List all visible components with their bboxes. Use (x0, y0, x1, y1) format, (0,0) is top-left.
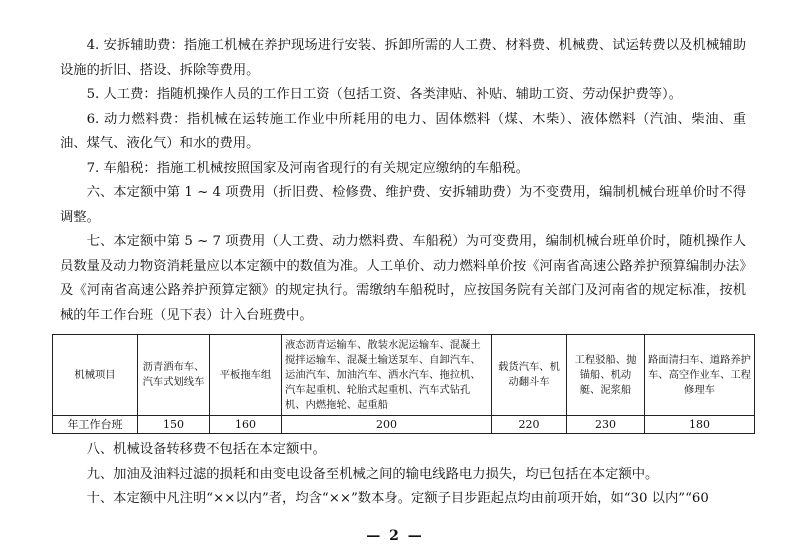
paragraph-section-nine: 九、加油及油料过滤的损耗和由变电设备至机械之间的输电线路电力损失，均已包括在本定额中。 (86, 466, 659, 482)
table-header-cell: 路面清扫车、道路养护车、高空作业车、工程修理车 (645, 335, 755, 416)
paragraph-install-fee: 4. 安拆辅助费：指施工机械在养护现场进行安装、拆卸所需的人工费、材料费、机械费、试运转费以及机械辅助设施的折旧、搭设、拆除等费用。 (60, 38, 746, 78)
table-header-row (53, 335, 755, 416)
table-header-cell: 沥青洒布车、汽车式划线车 (138, 335, 210, 416)
table-cell: 180 (645, 416, 755, 434)
table-cell: 220 (492, 416, 567, 434)
table-cell: 160 (210, 416, 282, 434)
document-page (60, 34, 751, 512)
paragraph-section-eight: 八、机械设备转移费不包括在本定额中。 (86, 442, 326, 457)
paragraph-vehicle-tax: 7. 车船税：指施工机械按照国家及河南省现行的有关规定应缴纳的车船税。 (86, 160, 530, 176)
table-cell: 230 (567, 416, 645, 434)
table-header-cell: 液态沥青运输车、散装水泥运输车、混凝土搅拌运输车、混凝土输送泵车、自卸汽车、运油汽车、加油汽车、洒水汽车、拖拉机、汽车起重机、轮胎式起重机、汽车式钻孔机、内燃拖轮、起重船 (282, 335, 492, 416)
table-header-cell: 工程驳船、抛锚船、机动艇、泥浆船 (567, 335, 645, 416)
table-header-cell: 平板拖车组 (210, 335, 282, 416)
table-cell: 150 (138, 416, 210, 434)
page-number: — 2 — (366, 528, 424, 544)
paragraph-section-seven: 七、本定额中第 5 ~ 7 项费用（人工费、动力燃料费、车船税）为可变费用，编制机械台班单价时，随机操作人员数量及动力物资消耗量应以本定额中的数值为准。人工单价、动力燃料单价按《河南省高速公路养护预算编制办法》及《河南省高速公路养护预算定额》的规定执行。需缴纳车船税时，应按国务院有关部门及河南省的规定标准，按机械的年工作台班（见下表）计入台班费中。 (60, 234, 746, 323)
annual-workday-table (52, 334, 754, 434)
paragraph-section-ten: 十、本定额中凡注明“××以内”者，均含“××”数本身。定额子目步距起点均由前项开始，如“30 以内”“60 (86, 491, 709, 506)
table-cell: 年工作台班 (53, 416, 138, 434)
paragraph-fuel-fee: 6. 动力燃料费：指机械在运转施工作业中所耗用的电力、固体燃料（煤、木柴）、液体燃料（汽油、柴油、重油、煤气、液化气）和水的费用。 (60, 111, 746, 151)
paragraph-labor-fee: 5. 人工费：指随机操作人员的工作日工资（包括工资、各类津贴、补贴、辅助工资、劳动保护费等）。 (86, 87, 682, 102)
table-header-cell: 载货汽车、机动翻斗车 (492, 335, 567, 416)
table-cell: 200 (282, 416, 492, 434)
table-header-cell: 机械项目 (53, 335, 138, 416)
table-row (53, 416, 755, 434)
paragraph-section-six: 六、本定额中第 1 ~ 4 项费用（折旧费、检修费、维护费、安拆辅助费）为不变费用，编制机械台班单价时不得调整。 (60, 185, 746, 225)
